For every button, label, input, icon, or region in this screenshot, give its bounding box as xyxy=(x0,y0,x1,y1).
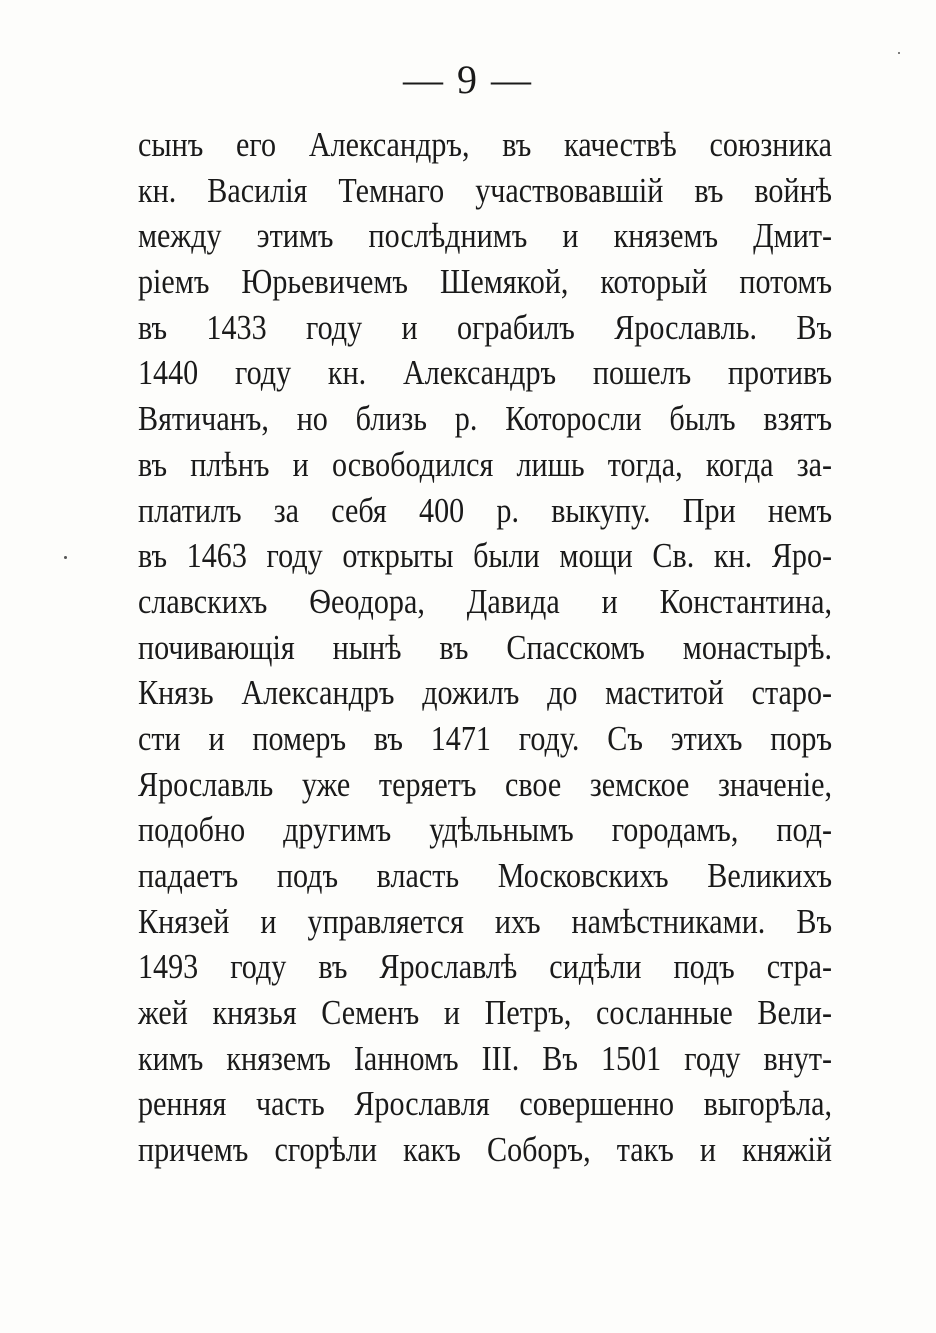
text-line: въ 1433 году и ограбилъ Ярославль. Въ xyxy=(138,307,833,347)
text-line: 1493 году въ Ярославлѣ сидѣли подъ стра- xyxy=(138,947,833,987)
text-line: 1440 году кн. Александръ пошелъ противъ xyxy=(138,353,833,393)
text-line: сти и померъ въ 1471 году. Съ этихъ поръ xyxy=(138,718,833,758)
page-number: — 9 — xyxy=(403,57,533,102)
text-line: жей князья Семенъ и Петръ, сосланные Вели- xyxy=(138,993,833,1033)
text-line: въ 1463 году открыты были мощи Св. кн. Яро- xyxy=(138,536,833,576)
text-line: Ярославль уже теряетъ свое земское значеніе, xyxy=(138,764,833,804)
text-line: Вятичанъ, но близь р. Которосли былъ взятъ xyxy=(138,399,833,439)
text-line: падаетъ подъ власть Московскихъ Великихъ xyxy=(138,856,833,895)
text-line: Князь Александръ дожилъ до маститой старо- xyxy=(138,673,833,713)
text-line: платилъ за себя 400 р. выкупу. При немъ xyxy=(138,490,833,530)
text-line: кн. Василія Темнаго участвовавшій въ войнѣ xyxy=(138,170,833,210)
text-line: славскихъ Ѳеодора, Давида и Константина, xyxy=(138,581,833,621)
text-line: между этимъ послѣднимъ и княземъ Дмит- xyxy=(138,216,833,256)
text-line: подобно другимъ удѣльнымъ городамъ, под- xyxy=(138,810,833,850)
text-line: Князей и управляется ихъ намѣстниками. Въ xyxy=(138,901,833,941)
text-line: ренняя часть Ярославля совершенно выгорѣла, xyxy=(138,1084,833,1124)
text-line: сынъ его Александръ, въ качествѣ союзника xyxy=(138,125,833,164)
text-line: ріемъ Юрьевичемъ Шемякой, который потомъ xyxy=(138,262,833,302)
text-line: кимъ княземъ Іанномъ III. Въ 1501 году внут- xyxy=(138,1038,833,1078)
paper-speck xyxy=(898,52,900,54)
text-line: въ плѣнъ и освободился лишь тогда, когда за- xyxy=(138,444,833,484)
text-line: причемъ сгорѣли какъ Соборъ, такъ и княжій xyxy=(138,1130,833,1170)
body-text xyxy=(138,122,832,1173)
paper-speck xyxy=(64,556,67,559)
text-line: почивающія нынѣ въ Спасскомъ монастырѣ. xyxy=(138,627,833,667)
